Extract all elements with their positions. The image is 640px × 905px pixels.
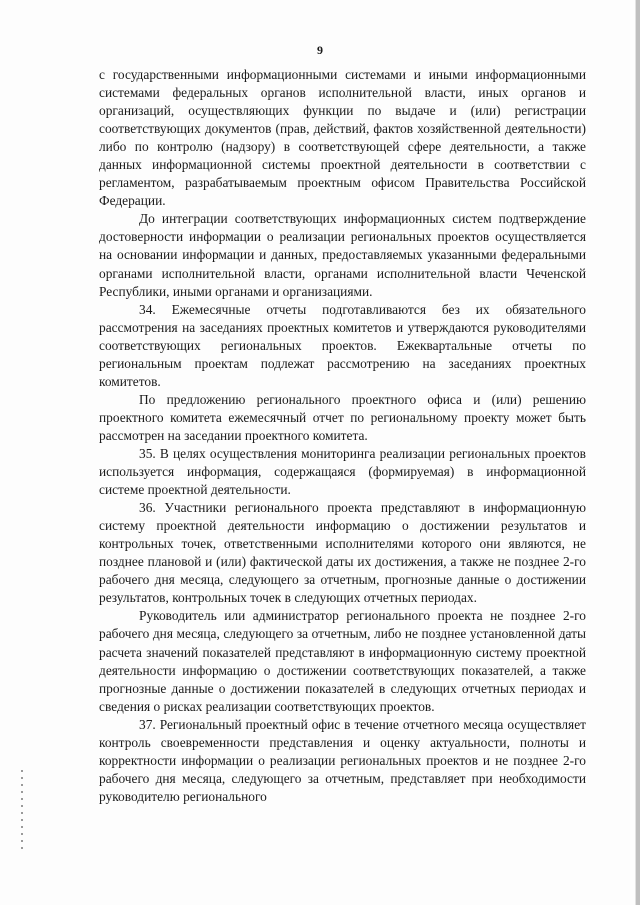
paragraph-item-34: 34. Ежемесячные отчеты подготавливаются без их обязательного рассмотрения на заседаниях проектных комитетов и утверждаются руководителями соответствующих региональных проектов. Ежеквартальные отчеты по региональным проектам подлежат рассмотрению на заседаниях проектных комитетов. [99,301,586,389]
page-number: 9 [317,43,323,57]
paragraph-item-37: 37. Региональный проектный офис в течение отчетного месяца осуществляет контроль своевременности представления и оценку актуальности, полноты и корректности информации о реализации региональных проектов и не позднее 2-го рабочего дня месяца, следующего за отчетным, представляет при необходимости руководителю регионального [99,716,586,804]
paragraph-2: До интеграции соответствующих информационных систем подтверждение достоверности информации о реализации региональных проектов осуществляется на основании информации и данных, предоставляемых указанными федеральными органами исполнительной власти, органами исполнительной власти Чеченской Республики, иными органами и организациями. [99,211,586,299]
paragraph-item-36: 36. Участники регионального проекта представляют в информационную систему проектной деятельности информацию о достижении результатов и контрольных точек, ответственными исполнителями которого они являются, не позднее плановой и (или) фактической даты их достижения, а также не позднее 2-го рабочего дня месяца, следующего за отчетным, прогнозные данные о достижении результатов, контрольных точек в следующих отчетных периодах. [99,500,586,606]
paragraph-4: По предложению регионального проектного офиса и (или) решению проектного комитета ежемесячный отчет по региональному проекту может быть рассмотрен на заседании проектного комитета. [99,391,586,443]
document-body [99,66,586,806]
paragraph-item-35: 35. В целях осуществления мониторинга реализации региональных проектов используется информация, содержащаяся (формируемая) в информационной системе проектной деятельности. [99,445,586,498]
paragraph-1: с государственными информационными системами и иными информационными системами федеральных органов исполнительной власти, иных органов и организаций, осуществляющих функции по выдаче и (или) регистрации соответствующих документов (прав, действий, фактов хозяйственной деятельности) либо по контролю (надзору) в соответствующей сфере деятельности, а также данных информационной системы проектной деятельности в соответствии с регламентом, разрабатываемым проектным офисом Правительства Российской Федерации. [99,67,586,209]
paragraph-7: Руководитель или администратор регионального проекта не позднее 2-го рабочего дня месяца, следующего за отчетным, либо не позднее установленной даты расчета значений показателей представляют в информационную систему проектной деятельности информацию о достижении соответствующих показателей, а также прогнозные данные о достижении показателей в следующих отчетных периодах и сведения о рисках реализации соответствующих проектов. [99,608,586,714]
page-edge [636,0,640,905]
binding-mark [21,770,23,850]
